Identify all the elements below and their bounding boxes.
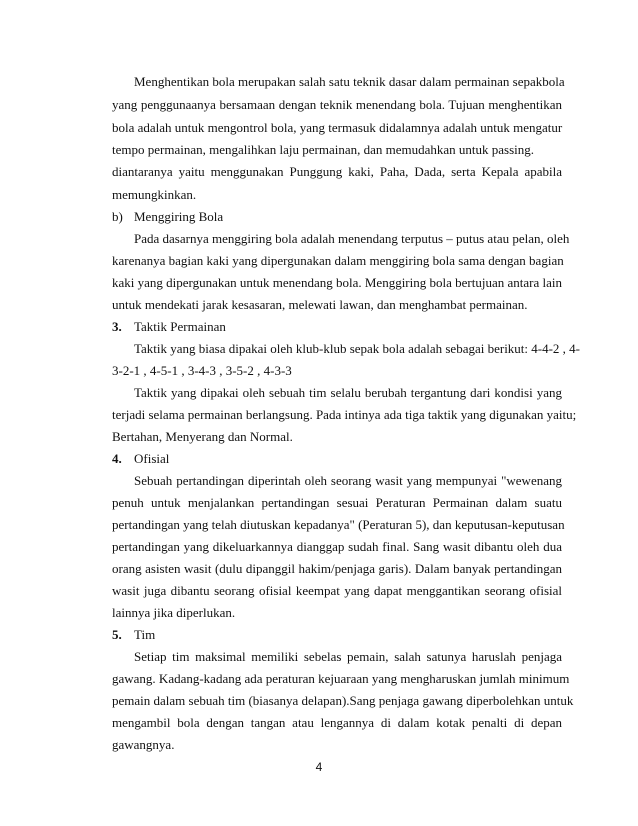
paragraph-line: bola adalah untuk mengontrol bola, yang termasuk didalamnya adalah untuk mengatur <box>112 120 563 135</box>
paragraph-line: Sebuah pertandingan diperintah oleh seorang wasit yang mempunyai "wewenang <box>134 473 562 488</box>
paragraph-line: pertandingan yang telah diutuskan kepadanya" (Peraturan 5), dan keputusan-keputusan <box>112 517 565 532</box>
section-3-title: Taktik Permainan <box>134 319 226 334</box>
paragraph-line: pertandingan yang dikeluarkannya dianggap sudah final. Sang wasit dibantu oleh dua <box>112 539 562 554</box>
paragraph-line: Taktik yang dipakai oleh sebuah tim selalu berubah tergantung dari kondisi yang <box>134 385 562 400</box>
paragraph-line: karenanya bagian kaki yang dipergunakan dalam menggiring bola sama dengan bagian <box>112 253 564 268</box>
paragraph-line: kaki yang dipergunakan untuk menendang bola. Menggiring bola bertujuan antara lain <box>112 275 562 290</box>
paragraph-line: memungkinkan. <box>112 187 197 202</box>
paragraph-line: diantaranya yaitu menggunakan Punggung kaki, Paha, Dada, serta Kepala apabila <box>112 164 562 179</box>
paragraph-line: Setiap tim maksimal memiliki sebelas pemain, salah satunya haruslah penjaga <box>134 649 562 664</box>
paragraph-line: 3-2-1 , 4-5-1 , 3-4-3 , 3-5-2 , 4-3-3 <box>112 363 292 378</box>
section-b-title: Menggiring Bola <box>134 209 224 224</box>
paragraph-line: Taktik yang biasa dipakai oleh klub-klub sepak bola adalah sebagai berikut: 4-4-2 , 4- <box>134 341 581 356</box>
section-4-title: Ofisial <box>134 451 170 466</box>
paragraph-line: gawangnya. <box>112 737 175 752</box>
paragraph-line: yang penggunaanya bersamaan dengan teknik menendang bola. Tujuan menghentikan <box>112 97 562 112</box>
section-5-title: Tim <box>134 627 156 642</box>
paragraph-line: untuk mendekati jarak kesasaran, melewati lawan, dan menghambat permainan. <box>112 297 528 312</box>
paragraph-line: penuh untuk menjalankan pertandingan sesuai Peraturan Permainan dalam suatu <box>112 495 562 510</box>
paragraph-line: lainnya jika diperlukan. <box>112 605 236 620</box>
paragraph-line: terjadi selama permainan berlangsung. Pada intinya ada tiga taktik yang digunakan yaitu; <box>112 407 577 422</box>
paragraph-line: Pada dasarnya menggiring bola adalah menendang terputus – putus atau pelan, oleh <box>134 231 570 246</box>
paragraph-line: pemain dalam sebuah tim (biasanya delapan).Sang penjaga gawang diperbolehkan untuk <box>112 693 574 708</box>
paragraph-line: Bertahan, Menyerang dan Normal. <box>112 429 293 444</box>
paragraph-line: orang asisten wasit (dulu dipanggil hakim/penjaga garis). Dalam banyak pertandingan <box>112 561 562 576</box>
paragraph-line: wasit juga dibantu seorang ofisial keempat yang dapat menggantikan seorang ofisial <box>112 583 562 598</box>
section-3-number: 3. <box>112 319 122 334</box>
paragraph-line: tempo permainan, mengalihkan laju permainan, dan memudahkan untuk passing. <box>112 142 535 157</box>
paragraph-line: mengambil bola dengan tangan atau lengannya di dalam kotak penalti di depan <box>112 715 562 730</box>
section-5-number: 5. <box>112 627 122 642</box>
section-b-label: b) <box>112 209 123 224</box>
paragraph-line: Menghentikan bola merupakan salah satu teknik dasar dalam permainan sepakbola <box>134 74 565 89</box>
page-number: 4 <box>315 760 323 774</box>
section-4-number: 4. <box>112 451 122 466</box>
paragraph-line: gawang. Kadang-kadang ada peraturan kejuaraan yang mengharuskan jumlah minimum <box>112 671 570 686</box>
